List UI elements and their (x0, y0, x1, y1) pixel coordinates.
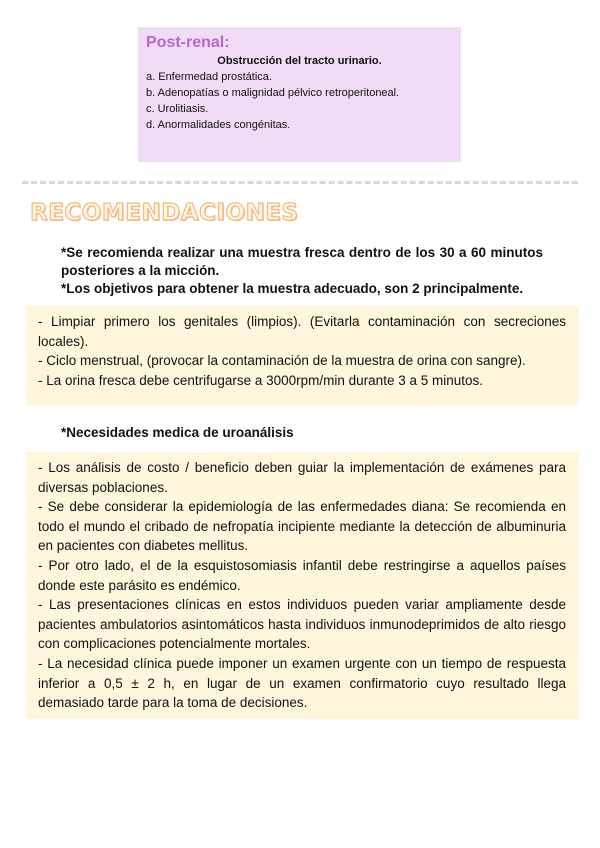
postrenal-item: c. Urolitiasis. (146, 103, 209, 115)
postrenal-subtitle: Obstrucción del tracto urinario. (217, 55, 382, 67)
intro-paragraph: *Se recomienda realizar una muestra fresca dentro de los 30 a 60 minutos posteriores a la micción. (61, 245, 543, 278)
section-title: RECOMENDACIONES (30, 200, 299, 226)
need-item: - Se debe considerar la epidemiología de las enfermedades diana: Se recomienda en todo el mundo el cribado de nefropatía incipiente mediante la detección de albuminuria en pacientes con diabetes mellitus. (38, 499, 566, 554)
objective-item: - La orina fresca debe centrifugarse a 3000rpm/min durante 3 a 5 minutos. (38, 372, 483, 388)
postrenal-item: d. Anormalidades congénitas. (146, 119, 291, 131)
postrenal-item: a. Enfermedad prostática. (146, 71, 272, 83)
need-item: - Los análisis de costo / beneficio deben guiar la implementación de exámenes para diversas poblaciones. (38, 460, 566, 495)
needs-box (26, 452, 579, 719)
need-item: - Por otro lado, el de la esquistosomiasis infantil debe restringirse a aquellos países donde este parásito es endémico. (38, 557, 566, 593)
objective-item: - Ciclo menstrual, (provocar la contaminación de la muestra de orina con sangre). (38, 353, 526, 369)
needs-heading: *Necesidades medica de uroanálisis (61, 425, 294, 440)
objective-item: - Limpiar primero los genitales (limpios). (Evitarla contaminación con secreciones locales). (38, 314, 566, 349)
recommendations-intro (61, 244, 543, 298)
postrenal-box (138, 27, 461, 162)
need-item: - La necesidad clínica puede imponer un examen urgente con un tiempo de respuesta inferior a 0,5 ± 2 h, en lugar de un examen confirmatorio cuyo resultado llega demasiado tarde para la toma de decisiones. (38, 655, 566, 711)
dashed-divider (22, 181, 578, 184)
need-item: - Las presentaciones clínicas en estos individuos pueden variar ampliamente desde pacientes ambulatorios asintomáticos hasta individuos inmunodeprimidos de alto riesgo con complicaciones potencialmente mortales. (38, 597, 566, 652)
postrenal-item: b. Adenopatías o malignidad pélvico retroperitoneal. (146, 87, 400, 99)
intro-paragraph: *Los objetivos para obtener la muestra adecuado, son 2 principalmente. (61, 281, 524, 296)
objectives-box (26, 306, 579, 405)
postrenal-title: Post-renal: (146, 34, 230, 51)
